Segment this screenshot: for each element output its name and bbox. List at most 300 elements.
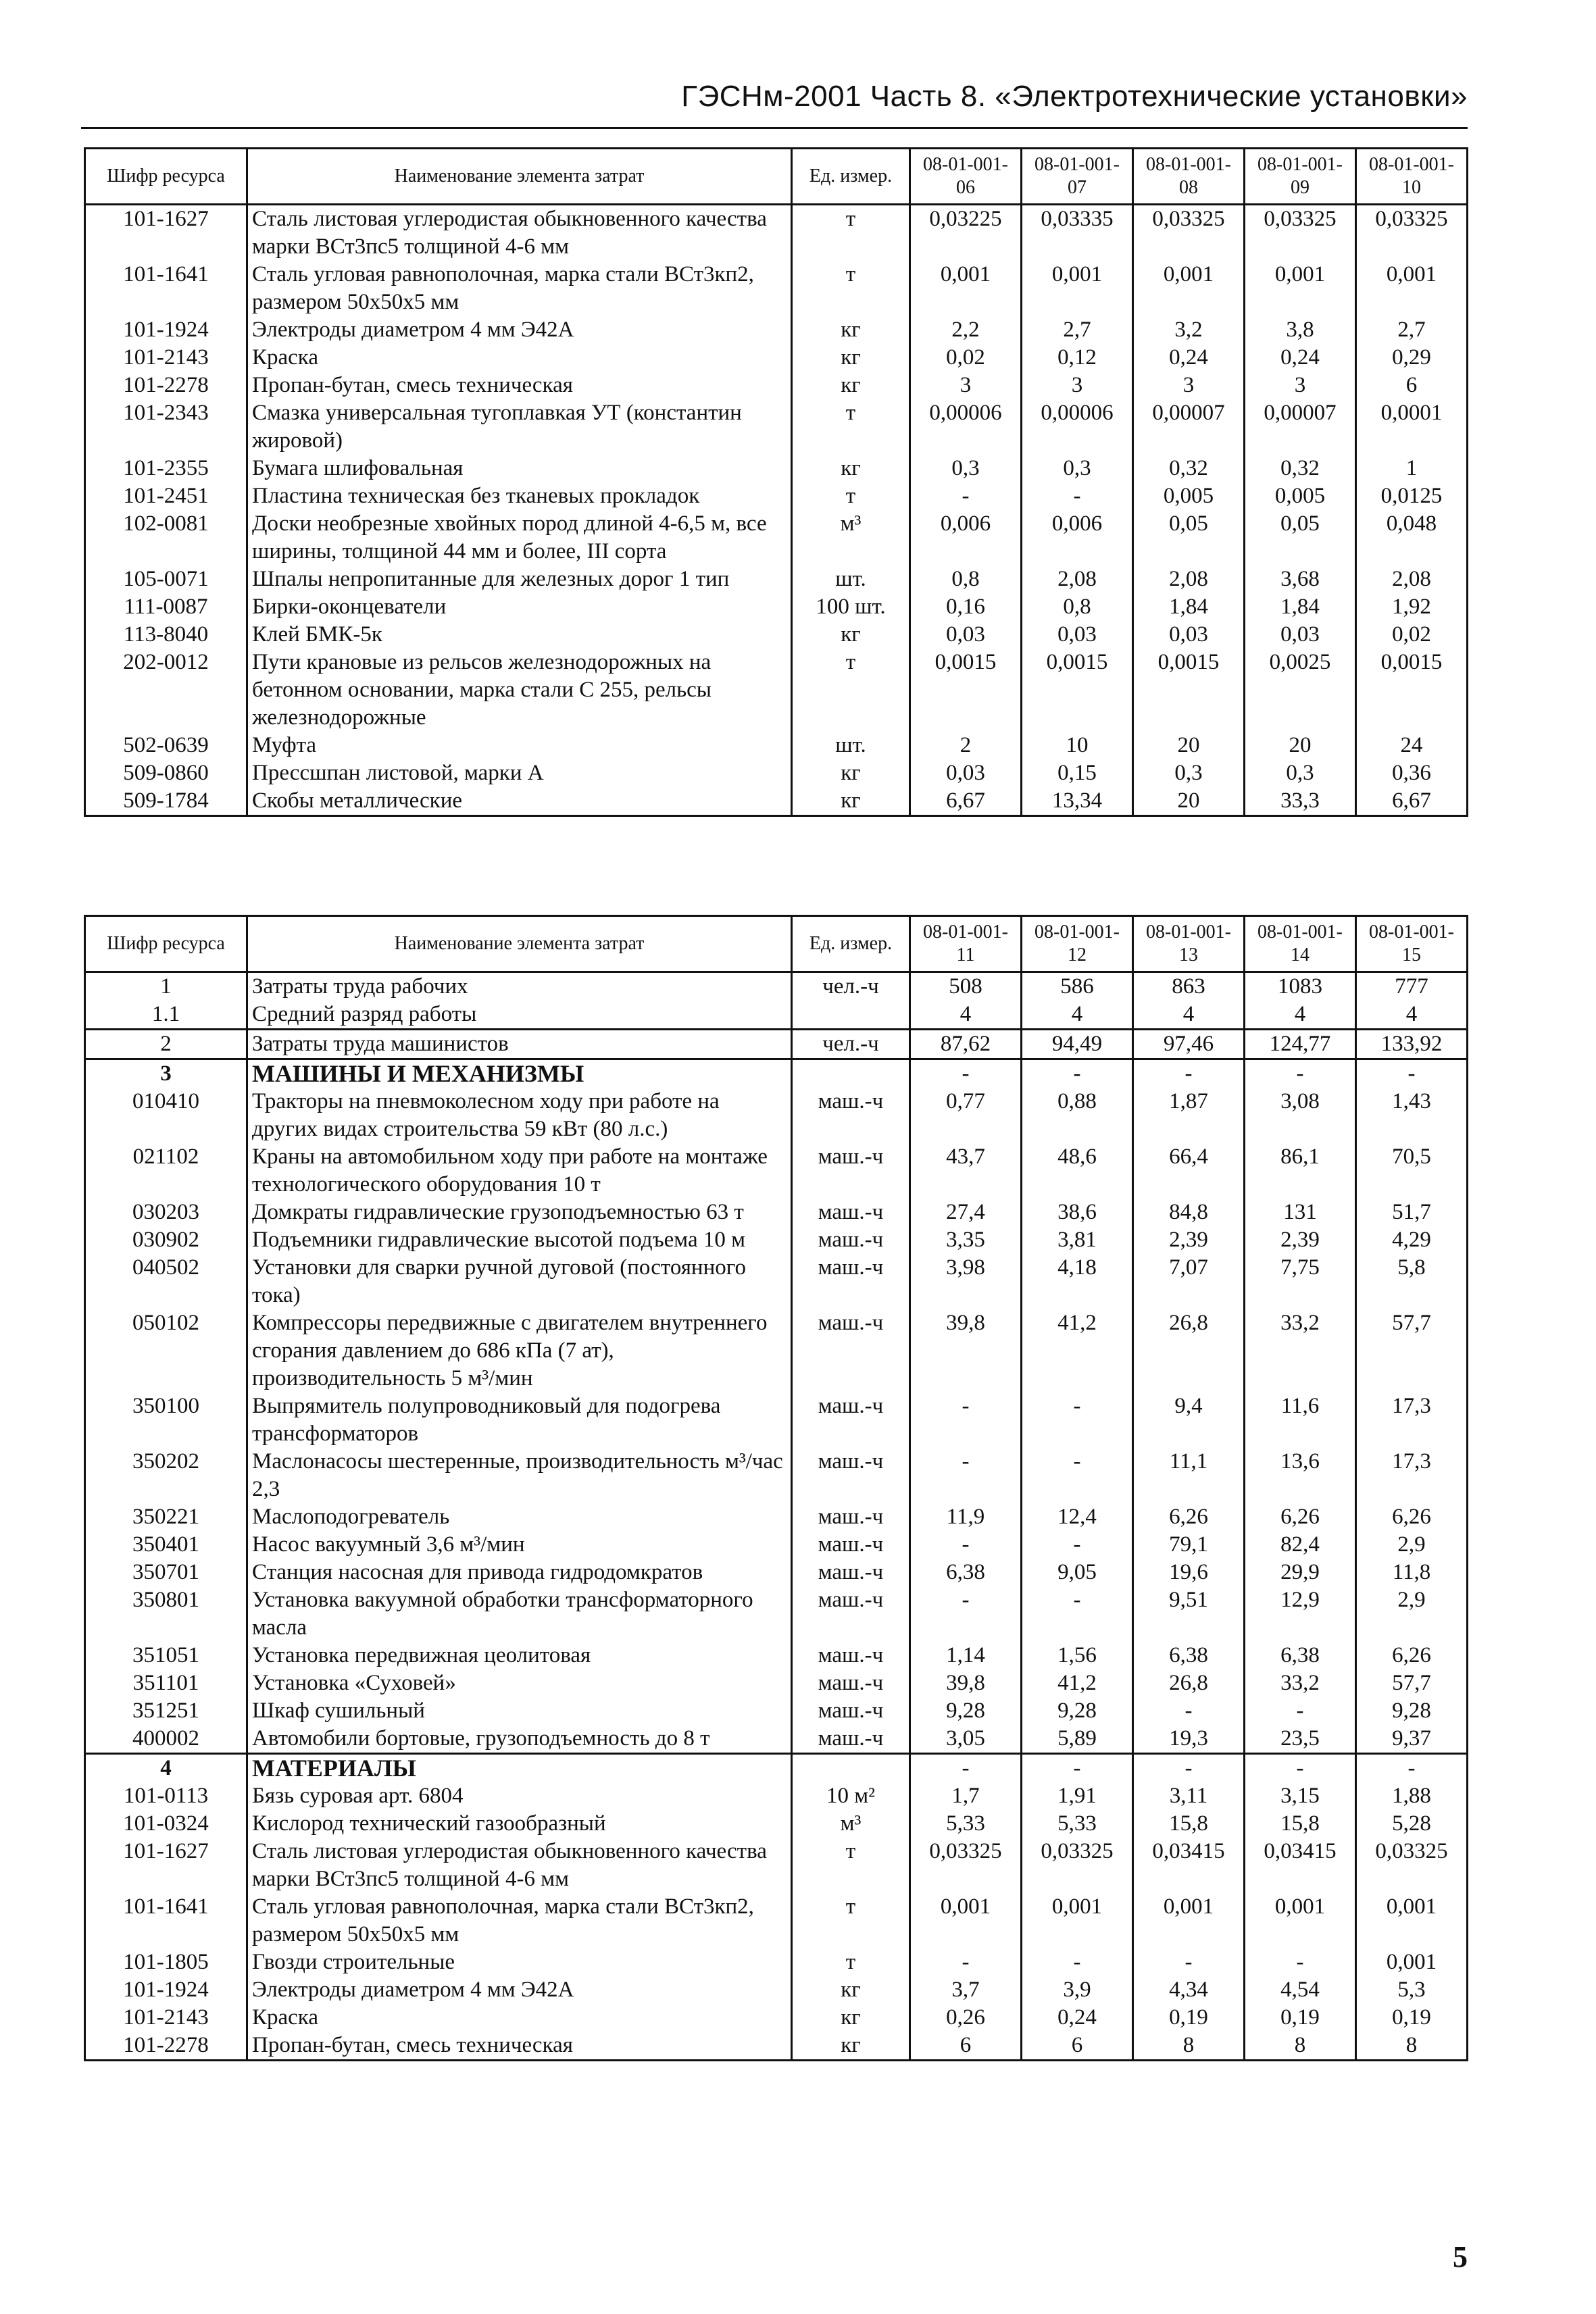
resource-code-cell: 101-2451: [85, 482, 247, 510]
value-cell: 13,6: [1245, 1448, 1356, 1503]
unit-cell: маш.-ч: [792, 1531, 910, 1559]
value-cell: 0,3: [910, 455, 1022, 482]
value-cell: 66,4: [1133, 1143, 1245, 1199]
resource-code-cell: 101-2355: [85, 455, 247, 482]
table-row: [85, 344, 1468, 372]
table-row: [85, 205, 1468, 261]
value-cell: 0,03415: [1133, 1838, 1245, 1893]
value-cell: 1,84: [1133, 593, 1245, 621]
value-cell: 0,03: [1245, 621, 1356, 649]
value-cell: 0,001: [1356, 1893, 1468, 1948]
table-row: [85, 1948, 1468, 1976]
unit-cell: т: [792, 649, 910, 732]
value-cell: 586: [1022, 972, 1133, 1001]
table-row: [85, 1226, 1468, 1254]
resource-name-cell: Краска: [247, 2004, 792, 2032]
value-cell: 6,26: [1245, 1503, 1356, 1531]
value-cell: 0,00007: [1245, 399, 1356, 455]
value-cell: 0,0015: [1356, 649, 1468, 732]
unit-cell: [792, 1001, 910, 1030]
value-cell: 5,89: [1022, 1725, 1133, 1754]
value-cell: 0,36: [1356, 759, 1468, 787]
resource-name-cell: Муфта: [247, 732, 792, 759]
table-row: [85, 621, 1468, 649]
value-cell: 9,51: [1133, 1586, 1245, 1642]
document-title: ГЭСНм-2001 Часть 8. «Электротехнические установки»: [681, 80, 1468, 113]
value-cell: 23,5: [1245, 1725, 1356, 1754]
table-row: [85, 510, 1468, 565]
value-cell: 2,08: [1356, 565, 1468, 593]
resource-name-cell: Сталь угловая равнополочная, марка стали ВСт3кп2, размером 50х50х5 мм: [247, 1893, 792, 1948]
value-cell: 6,26: [1133, 1503, 1245, 1531]
table-row: [85, 972, 1468, 1001]
value-cell: 0,05: [1245, 510, 1356, 565]
table-row: [85, 1030, 1468, 1059]
resource-name-cell: Электроды диаметром 4 мм Э42А: [247, 316, 792, 344]
table-row: [85, 1586, 1468, 1642]
column-header: Наименование элемента затрат: [247, 149, 792, 205]
resource-code-cell: 3: [85, 1059, 247, 1088]
value-cell: 24: [1356, 732, 1468, 759]
resource-code-cell: 351101: [85, 1669, 247, 1697]
value-cell: 57,7: [1356, 1309, 1468, 1392]
resource-code-cell: 351251: [85, 1697, 247, 1725]
column-header: 08-01-001-08: [1133, 149, 1245, 205]
value-cell: 0,8: [910, 565, 1022, 593]
value-cell: 0,0001: [1356, 399, 1468, 455]
value-cell: 6: [1022, 2032, 1133, 2061]
value-cell: 0,006: [910, 510, 1022, 565]
unit-cell: т: [792, 1893, 910, 1948]
resource-code-cell: 101-2143: [85, 344, 247, 372]
column-header: 08-01-001-12: [1022, 916, 1133, 972]
unit-cell: маш.-ч: [792, 1448, 910, 1503]
value-cell: 0,00007: [1133, 399, 1245, 455]
unit-cell: т: [792, 261, 910, 316]
resource-code-cell: 2: [85, 1030, 247, 1059]
value-cell: -: [1022, 1754, 1133, 1783]
value-cell: 0,005: [1245, 482, 1356, 510]
value-cell: -: [1022, 1948, 1133, 1976]
resource-code-cell: 050102: [85, 1309, 247, 1392]
table-row: [85, 649, 1468, 732]
value-cell: 26,8: [1133, 1309, 1245, 1392]
value-cell: 0,24: [1133, 344, 1245, 372]
value-cell: 0,12: [1022, 344, 1133, 372]
value-cell: -: [1245, 1697, 1356, 1725]
unit-cell: маш.-ч: [792, 1143, 910, 1199]
value-cell: 0,03: [1022, 621, 1133, 649]
resource-name-cell: Установка вакуумной обработки трансформаторного масла: [247, 1586, 792, 1642]
value-cell: 0,001: [1356, 1948, 1468, 1976]
resource-name-cell: Насос вакуумный 3,6 м³/мин: [247, 1531, 792, 1559]
resource-code-cell: 101-1641: [85, 1893, 247, 1948]
value-cell: 48,6: [1022, 1143, 1133, 1199]
value-cell: 4: [910, 1001, 1022, 1030]
value-cell: 2,7: [1356, 316, 1468, 344]
value-cell: 0,0025: [1245, 649, 1356, 732]
value-cell: 4: [1356, 1001, 1468, 1030]
resource-name-cell: Гвозди строительные: [247, 1948, 792, 1976]
value-cell: 4,29: [1356, 1226, 1468, 1254]
value-cell: 5,28: [1356, 1810, 1468, 1838]
resource-name-cell: Сталь листовая углеродистая обыкновенного качества марки ВСт3пс5 толщиной 4-6 мм: [247, 1838, 792, 1893]
table-row: [85, 1531, 1468, 1559]
value-cell: 0,16: [910, 593, 1022, 621]
value-cell: 5,33: [1022, 1810, 1133, 1838]
unit-cell: чел.-ч: [792, 1030, 910, 1059]
value-cell: 0,03: [910, 621, 1022, 649]
value-cell: 0,02: [910, 344, 1022, 372]
value-cell: 4: [1245, 1001, 1356, 1030]
resource-name-cell: МАШИНЫ И МЕХАНИЗМЫ: [247, 1059, 792, 1088]
value-cell: 19,3: [1133, 1725, 1245, 1754]
unit-cell: кг: [792, 2032, 910, 2061]
value-cell: 6,67: [1356, 787, 1468, 816]
value-cell: 1,56: [1022, 1642, 1133, 1669]
value-cell: 39,8: [910, 1669, 1022, 1697]
table-row: [85, 1810, 1468, 1838]
value-cell: 0,03225: [910, 205, 1022, 261]
resource-name-cell: Пропан-бутан, смесь техническая: [247, 2032, 792, 2061]
resource-code-cell: 030902: [85, 1226, 247, 1254]
value-cell: 79,1: [1133, 1531, 1245, 1559]
value-cell: 131: [1245, 1199, 1356, 1226]
table-row: [85, 1893, 1468, 1948]
value-cell: 2,08: [1022, 565, 1133, 593]
resource-name-cell: Краска: [247, 344, 792, 372]
resource-code-cell: 202-0012: [85, 649, 247, 732]
value-cell: 4,34: [1133, 1976, 1245, 2004]
value-cell: 7,75: [1245, 1254, 1356, 1309]
value-cell: 2,39: [1245, 1226, 1356, 1254]
column-header: 08-01-001-14: [1245, 916, 1356, 972]
value-cell: 6,67: [910, 787, 1022, 816]
resource-code-cell: 113-8040: [85, 621, 247, 649]
value-cell: 51,7: [1356, 1199, 1468, 1226]
value-cell: 0,19: [1245, 2004, 1356, 2032]
value-cell: 0,001: [910, 261, 1022, 316]
page-number: 5: [1453, 2240, 1468, 2273]
resource-name-cell: Сталь листовая углеродистая обыкновенного качества марки ВСт3пс5 толщиной 4-6 мм: [247, 205, 792, 261]
resource-name-cell: Станция насосная для привода гидродомкратов: [247, 1559, 792, 1586]
value-cell: 0,001: [1022, 261, 1133, 316]
value-cell: 0,00006: [1022, 399, 1133, 455]
value-cell: 1,43: [1356, 1088, 1468, 1143]
value-cell: 11,8: [1356, 1559, 1468, 1586]
value-cell: 33,3: [1245, 787, 1356, 816]
resource-code-cell: 101-2278: [85, 372, 247, 399]
value-cell: 3,9: [1022, 1976, 1133, 2004]
value-cell: 2,9: [1356, 1531, 1468, 1559]
resource-name-cell: Автомобили бортовые, грузоподъемность до 8 т: [247, 1725, 792, 1754]
resource-code-cell: 101-1641: [85, 261, 247, 316]
resource-code-cell: 040502: [85, 1254, 247, 1309]
unit-cell: маш.-ч: [792, 1697, 910, 1725]
resource-code-cell: 102-0081: [85, 510, 247, 565]
resource-name-cell: Пути крановые из рельсов железнодорожных на бетонном основании, марка стали С 255, рельсы железнодорожные: [247, 649, 792, 732]
value-cell: 0,001: [1133, 261, 1245, 316]
value-cell: 9,05: [1022, 1559, 1133, 1586]
value-cell: 863: [1133, 972, 1245, 1001]
unit-cell: кг: [792, 316, 910, 344]
unit-cell: маш.-ч: [792, 1226, 910, 1254]
table-row: [85, 1309, 1468, 1392]
value-cell: 86,1: [1245, 1143, 1356, 1199]
value-cell: 9,4: [1133, 1392, 1245, 1448]
value-cell: -: [910, 482, 1022, 510]
resource-name-cell: Электроды диаметром 4 мм Э42А: [247, 1976, 792, 2004]
value-cell: 2,39: [1133, 1226, 1245, 1254]
table-row: [85, 1642, 1468, 1669]
value-cell: 0,88: [1022, 1088, 1133, 1143]
value-cell: -: [1133, 1059, 1245, 1088]
table-row: [85, 1199, 1468, 1226]
value-cell: 0,24: [1022, 2004, 1133, 2032]
unit-cell: м³: [792, 510, 910, 565]
value-cell: 20: [1133, 787, 1245, 816]
value-cell: 3,08: [1245, 1088, 1356, 1143]
unit-cell: маш.-ч: [792, 1309, 910, 1392]
resource-code-cell: 1.1: [85, 1001, 247, 1030]
value-cell: -: [1022, 482, 1133, 510]
value-cell: 15,8: [1245, 1810, 1356, 1838]
unit-cell: маш.-ч: [792, 1725, 910, 1754]
value-cell: 1,84: [1245, 593, 1356, 621]
table-row: [85, 1559, 1468, 1586]
unit-cell: т: [792, 205, 910, 261]
resource-name-cell: Затраты труда машинистов: [247, 1030, 792, 1059]
unit-cell: т: [792, 399, 910, 455]
value-cell: 2,9: [1356, 1586, 1468, 1642]
value-cell: 1083: [1245, 972, 1356, 1001]
resource-name-cell: Бязь суровая арт. 6804: [247, 1782, 792, 1810]
resource-name-cell: Смазка универсальная тугоплавкая УТ (константин жировой): [247, 399, 792, 455]
table-row: [85, 1976, 1468, 2004]
resource-name-cell: Средний разряд работы: [247, 1001, 792, 1030]
column-header: 08-01-001-11: [910, 916, 1022, 972]
column-header: 08-01-001-10: [1356, 149, 1468, 205]
value-cell: 1: [1356, 455, 1468, 482]
resource-code-cell: 101-2278: [85, 2032, 247, 2061]
value-cell: 0,03: [910, 759, 1022, 787]
resource-code-cell: 351051: [85, 1642, 247, 1669]
value-cell: 2,08: [1133, 565, 1245, 593]
resource-code-cell: 350701: [85, 1559, 247, 1586]
value-cell: 0,32: [1245, 455, 1356, 482]
value-cell: 11,9: [910, 1503, 1022, 1531]
value-cell: 3: [1133, 372, 1245, 399]
table-row: [85, 565, 1468, 593]
resource-code-cell: 509-0860: [85, 759, 247, 787]
table-row: [85, 482, 1468, 510]
value-cell: 4,18: [1022, 1254, 1133, 1309]
value-cell: 2: [910, 732, 1022, 759]
value-cell: -: [1356, 1059, 1468, 1088]
value-cell: 0,03325: [1022, 1838, 1133, 1893]
table-row: [85, 1725, 1468, 1754]
value-cell: 3,2: [1133, 316, 1245, 344]
value-cell: 2,7: [1022, 316, 1133, 344]
column-header: 08-01-001-06: [910, 149, 1022, 205]
value-cell: 9,28: [910, 1697, 1022, 1725]
value-cell: 5,3: [1356, 1976, 1468, 2004]
value-cell: 4: [1133, 1001, 1245, 1030]
resource-code-cell: 030203: [85, 1199, 247, 1226]
resource-code-cell: 4: [85, 1754, 247, 1783]
resource-code-cell: 509-1784: [85, 787, 247, 816]
unit-cell: маш.-ч: [792, 1503, 910, 1531]
unit-cell: маш.-ч: [792, 1586, 910, 1642]
resource-code-cell: 350202: [85, 1448, 247, 1503]
value-cell: 0,0125: [1356, 482, 1468, 510]
unit-cell: т: [792, 482, 910, 510]
resource-code-cell: 101-2143: [85, 2004, 247, 2032]
unit-cell: кг: [792, 455, 910, 482]
unit-cell: маш.-ч: [792, 1669, 910, 1697]
value-cell: 38,6: [1022, 1199, 1133, 1226]
value-cell: 84,8: [1133, 1199, 1245, 1226]
value-cell: 0,3: [1022, 455, 1133, 482]
value-cell: 10: [1022, 732, 1133, 759]
value-cell: 0,03325: [1245, 205, 1356, 261]
resource-code-cell: 400002: [85, 1725, 247, 1754]
resource-name-cell: Доски необрезные хвойных пород длиной 4-6,5 м, все ширины, толщиной 44 мм и более, III сорта: [247, 510, 792, 565]
value-cell: 9,28: [1022, 1697, 1133, 1725]
resource-code-cell: 105-0071: [85, 565, 247, 593]
resource-name-cell: Подъемники гидравлические высотой подъема 10 м: [247, 1226, 792, 1254]
value-cell: 0,77: [910, 1088, 1022, 1143]
value-cell: 7,07: [1133, 1254, 1245, 1309]
value-cell: 20: [1245, 732, 1356, 759]
value-cell: 29,9: [1245, 1559, 1356, 1586]
value-cell: 5,33: [910, 1810, 1022, 1838]
value-cell: 6,38: [1245, 1642, 1356, 1669]
value-cell: -: [1022, 1448, 1133, 1503]
column-header: 08-01-001-09: [1245, 149, 1356, 205]
resource-name-cell: Бирки-оконцеватели: [247, 593, 792, 621]
value-cell: 0,03335: [1022, 205, 1133, 261]
value-cell: 70,5: [1356, 1143, 1468, 1199]
resource-table-2: [84, 915, 1468, 2061]
unit-cell: маш.-ч: [792, 1559, 910, 1586]
unit-cell: т: [792, 1948, 910, 1976]
value-cell: 0,001: [1245, 261, 1356, 316]
unit-cell: чел.-ч: [792, 972, 910, 1001]
value-cell: 11,6: [1245, 1392, 1356, 1448]
value-cell: 0,3: [1133, 759, 1245, 787]
value-cell: 0,00006: [910, 399, 1022, 455]
resource-name-cell: Затраты труда рабочих: [247, 972, 792, 1001]
unit-cell: кг: [792, 2004, 910, 2032]
value-cell: -: [910, 1392, 1022, 1448]
column-header: 08-01-001-15: [1356, 916, 1468, 972]
value-cell: 4,54: [1245, 1976, 1356, 2004]
value-cell: 0,001: [1133, 1893, 1245, 1948]
value-cell: 0,02: [1356, 621, 1468, 649]
unit-cell: 10 м²: [792, 1782, 910, 1810]
value-cell: 3,15: [1245, 1782, 1356, 1810]
column-header: Наименование элемента затрат: [247, 916, 792, 972]
value-cell: 1,14: [910, 1642, 1022, 1669]
resource-code-cell: 101-0324: [85, 1810, 247, 1838]
value-cell: -: [1133, 1948, 1245, 1976]
table-row: [85, 2032, 1468, 2061]
resource-name-cell: Выпрямитель полупроводниковый для подогрева трансформаторов: [247, 1392, 792, 1448]
value-cell: -: [1133, 1754, 1245, 1783]
value-cell: 3,98: [910, 1254, 1022, 1309]
value-cell: 82,4: [1245, 1531, 1356, 1559]
value-cell: -: [1356, 1754, 1468, 1783]
unit-cell: маш.-ч: [792, 1392, 910, 1448]
column-header: 08-01-001-07: [1022, 149, 1133, 205]
value-cell: 3,8: [1245, 316, 1356, 344]
value-cell: 0,03325: [1356, 1838, 1468, 1893]
value-cell: -: [1022, 1531, 1133, 1559]
unit-cell: кг: [792, 759, 910, 787]
table-row: [85, 1001, 1468, 1030]
resource-code-cell: 101-1627: [85, 205, 247, 261]
resource-name-cell: Кислород технический газообразный: [247, 1810, 792, 1838]
resource-name-cell: Маслонасосы шестеренные, производительность м³/час 2,3: [247, 1448, 792, 1503]
table-header-row: [85, 916, 1468, 972]
value-cell: -: [1133, 1697, 1245, 1725]
value-cell: -: [910, 1586, 1022, 1642]
resource-name-cell: Сталь угловая равнополочная, марка стали ВСт3кп2, размером 50х50х5 мм: [247, 261, 792, 316]
value-cell: 39,8: [910, 1309, 1022, 1392]
value-cell: 777: [1356, 972, 1468, 1001]
unit-cell: [792, 1754, 910, 1783]
unit-cell: маш.-ч: [792, 1642, 910, 1669]
value-cell: 3: [1245, 372, 1356, 399]
value-cell: 43,7: [910, 1143, 1022, 1199]
value-cell: 0,15: [1022, 759, 1133, 787]
table-row: [85, 1503, 1468, 1531]
table-row: [85, 1754, 1468, 1783]
table-row: [85, 1254, 1468, 1309]
table-row: [85, 1059, 1468, 1088]
value-cell: 11,1: [1133, 1448, 1245, 1503]
value-cell: 0,001: [1245, 1893, 1356, 1948]
value-cell: 1,87: [1133, 1088, 1245, 1143]
value-cell: 9,37: [1356, 1725, 1468, 1754]
value-cell: 9,28: [1356, 1697, 1468, 1725]
value-cell: 33,2: [1245, 1669, 1356, 1697]
value-cell: 3: [910, 372, 1022, 399]
resource-name-cell: Краны на автомобильном ходу при работе на монтаже технологического оборудования 10 т: [247, 1143, 792, 1199]
value-cell: 27,4: [910, 1199, 1022, 1226]
value-cell: 0,03325: [1133, 205, 1245, 261]
value-cell: 0,001: [1356, 261, 1468, 316]
value-cell: 0,19: [1356, 2004, 1468, 2032]
value-cell: -: [910, 1531, 1022, 1559]
value-cell: 0,32: [1133, 455, 1245, 482]
value-cell: 26,8: [1133, 1669, 1245, 1697]
table-row: [85, 1669, 1468, 1697]
table-row: [85, 2004, 1468, 2032]
unit-cell: шт.: [792, 565, 910, 593]
value-cell: 17,3: [1356, 1448, 1468, 1503]
value-cell: 6,38: [910, 1559, 1022, 1586]
resource-name-cell: Бумага шлифовальная: [247, 455, 792, 482]
value-cell: 0,006: [1022, 510, 1133, 565]
value-cell: 0,03: [1133, 621, 1245, 649]
unit-cell: м³: [792, 1810, 910, 1838]
value-cell: 0,048: [1356, 510, 1468, 565]
column-header: Шифр ресурса: [85, 916, 247, 972]
resource-name-cell: Установки для сварки ручной дуговой (постоянного тока): [247, 1254, 792, 1309]
value-cell: -: [910, 1754, 1022, 1783]
